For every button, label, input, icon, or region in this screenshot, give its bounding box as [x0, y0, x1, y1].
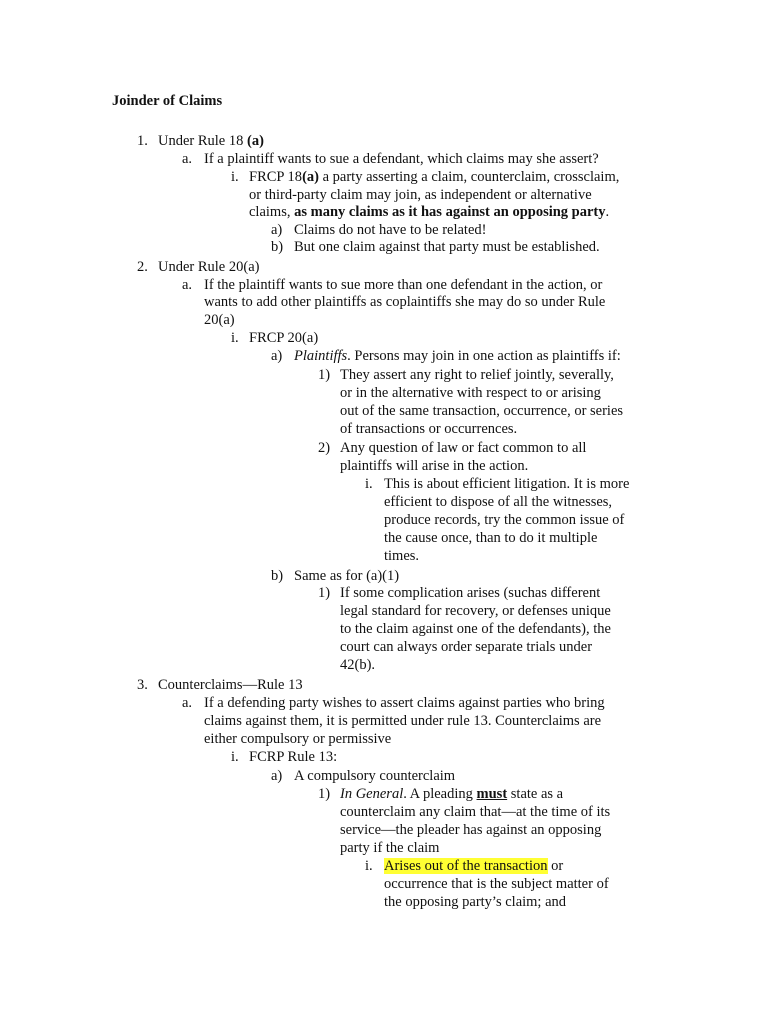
text-run: to the claim against one of the defendants), the	[340, 621, 611, 637]
text-run: 42(b).	[340, 657, 376, 673]
list-marker: i.	[231, 749, 239, 765]
text-run: occurrence that is the subject matter of	[384, 876, 609, 892]
text-run: service—the pleader has against an opposing	[340, 822, 602, 838]
document-title: Joinder of Claims	[112, 93, 223, 109]
text-run: party if the claim	[340, 840, 440, 856]
text-run: court can always order separate trials under	[340, 639, 593, 655]
text-run: or in the alternative with respect to or arising	[340, 385, 601, 401]
list-item-line	[384, 893, 566, 911]
list-item-line	[249, 203, 609, 221]
list-item-line	[340, 384, 601, 402]
list-item-line	[204, 276, 602, 294]
emphasized-text: must	[476, 786, 508, 802]
text-run: plaintiffs will arise in the action.	[340, 458, 529, 474]
list-item-line	[340, 439, 586, 457]
text-run: FRCP 20(a)	[249, 330, 319, 346]
text-run: legal standard for recovery, or defenses unique	[340, 603, 611, 619]
text-run: 20(a)	[204, 312, 235, 328]
list-marker: i.	[365, 858, 373, 874]
list-marker: a)	[271, 768, 283, 784]
list-marker: a)	[271, 222, 283, 238]
list-marker: i.	[231, 169, 239, 185]
text-run: A compulsory counterclaim	[294, 768, 456, 784]
list-item-line	[249, 748, 337, 766]
list-item-line	[294, 767, 455, 785]
list-marker: b)	[271, 239, 284, 255]
list-marker: 1.	[137, 133, 148, 149]
list-item-line	[294, 567, 399, 585]
text-run: of transactions or occurrences.	[340, 421, 518, 437]
list-item-line	[294, 347, 621, 365]
list-item-line	[294, 221, 486, 239]
text-run: counterclaim any claim that—at the time of its	[340, 804, 611, 820]
list-marker: a.	[182, 695, 193, 711]
list-marker: 1)	[318, 367, 331, 383]
list-item-line	[204, 293, 605, 311]
list-item-line	[249, 168, 619, 186]
text-run: either compulsory or permissive	[204, 731, 392, 747]
list-marker: 1)	[318, 786, 331, 802]
text-run: If a defending party wishes to assert claims against parties who bring	[204, 695, 605, 711]
list-item-line	[340, 366, 614, 384]
list-item-line	[340, 803, 610, 821]
list-item-line	[340, 638, 592, 656]
text-run: Under Rule 20(a)	[158, 259, 260, 275]
list-item-line	[249, 186, 592, 204]
list-item-line	[340, 821, 601, 839]
list-item-line	[384, 529, 597, 547]
list-item-line	[340, 402, 623, 420]
list-item-line	[204, 150, 599, 168]
list-item-line	[340, 620, 611, 638]
text-run: produce records, try the common issue of	[384, 512, 625, 528]
text-run: a party asserting a claim, counterclaim, crossclaim,	[318, 169, 620, 185]
list-item-line	[384, 547, 419, 565]
list-item-line	[204, 712, 601, 730]
text-run: FCRP Rule 13:	[249, 749, 338, 765]
text-run: state as a	[507, 786, 564, 802]
list-item-line	[204, 694, 605, 712]
text-run: . Persons may join in one action as plaintiffs if:	[347, 348, 621, 364]
text-run: or	[547, 858, 564, 874]
text-run: Under Rule 18	[158, 133, 247, 149]
text-run: the cause once, than to do it multiple	[384, 530, 598, 546]
list-item-line	[384, 857, 563, 875]
emphasized-text: (a)	[247, 133, 264, 149]
emphasized-text: (a)	[302, 169, 319, 185]
list-item-line	[340, 785, 563, 803]
list-marker: b)	[271, 568, 284, 584]
text-run: This is about efficient litigation. It is more	[384, 476, 630, 492]
text-run: Same as for (a)(1)	[294, 568, 400, 584]
list-item-line	[340, 602, 611, 620]
list-item-line	[204, 730, 391, 748]
text-run: Claims do not have to be related!	[294, 222, 487, 238]
list-item-line	[384, 493, 612, 511]
list-item-line	[384, 475, 629, 493]
text-run: Plaintiffs	[294, 348, 348, 364]
text-run: If a plaintiff wants to sue a defendant, which claims may she assert?	[204, 151, 599, 167]
emphasized-text: as many claims as it has against an opposing party	[294, 204, 606, 220]
text-run: the opposing party’s claim; and	[384, 894, 567, 910]
list-marker: i.	[365, 476, 373, 492]
text-run: FRCP 18	[249, 169, 303, 185]
list-item-line	[158, 676, 303, 694]
list-marker: i.	[231, 330, 239, 346]
list-item-line	[340, 457, 528, 475]
list-item-line	[384, 511, 624, 529]
text-run: They assert any right to relief jointly, severally,	[340, 367, 614, 383]
list-marker: 2.	[137, 259, 148, 275]
list-item-line	[340, 656, 375, 674]
text-run: .	[605, 204, 610, 220]
list-marker: a)	[271, 348, 283, 364]
text-run: claims,	[249, 204, 295, 220]
text-run: efficient to dispose of all the witnesses,	[384, 494, 613, 510]
list-marker: a.	[182, 151, 193, 167]
text-run: If some complication arises (suchas different	[340, 585, 601, 601]
text-run: If the plaintiff wants to sue more than one defendant in the action, or	[204, 277, 603, 293]
list-item-line	[340, 839, 439, 857]
list-item-line	[249, 329, 318, 347]
list-item-line	[158, 132, 264, 150]
list-marker: 1)	[318, 585, 331, 601]
text-run: or third-party claim may join, as independent or alternative	[249, 187, 592, 203]
text-run: claims against them, it is permitted under rule 13. Counterclaims are	[204, 713, 602, 729]
list-item-line	[294, 238, 600, 256]
text-run: . A pleading	[403, 786, 477, 802]
list-marker: a.	[182, 277, 193, 293]
list-item-line	[158, 258, 259, 276]
text-run: out of the same transaction, occurrence, or series	[340, 403, 624, 419]
text-run: Counterclaims—Rule 13	[158, 677, 303, 693]
text-run: times.	[384, 548, 420, 564]
list-item-line	[204, 311, 235, 329]
list-item-line	[384, 875, 609, 893]
list-item-line	[340, 584, 600, 602]
text-run: In General	[340, 786, 404, 802]
list-marker: 2)	[318, 440, 331, 456]
text-run: wants to add other plaintiffs as coplaintiffs she may do so under Rule	[204, 294, 606, 310]
highlighted-text: Arises out of the transaction	[384, 858, 548, 874]
list-item-line	[340, 420, 517, 438]
text-run: But one claim against that party must be established.	[294, 239, 600, 255]
list-marker: 3.	[137, 677, 148, 693]
text-run: Any question of law or fact common to all	[340, 440, 587, 456]
